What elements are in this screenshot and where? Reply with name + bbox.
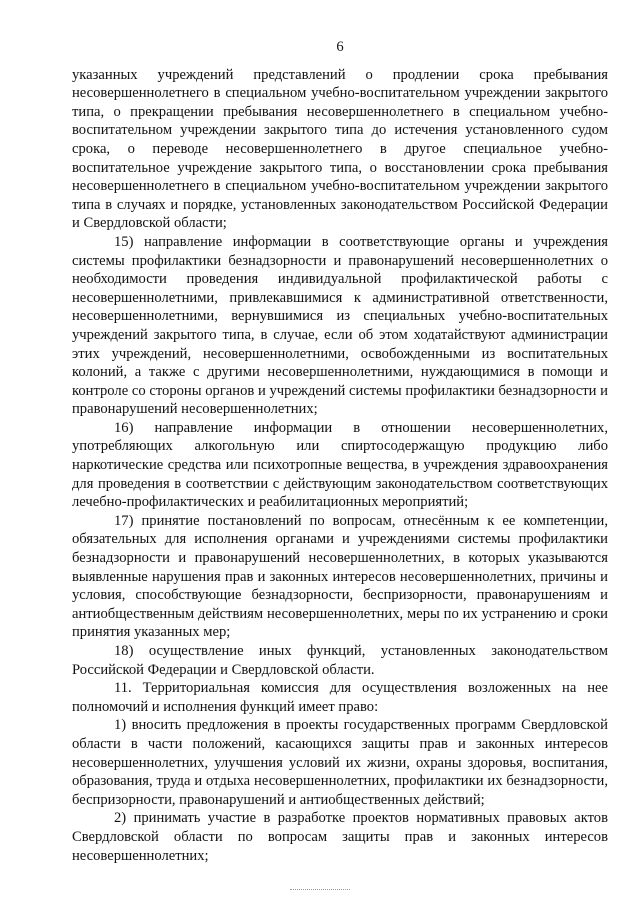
paragraph-item-17: 17) принятие постановлений по вопросам, отнесённым к ее компетенции, обязательных для исполнения органами и учреждениями системы профилактики безнадзорности и правонарушений несовершеннолетних, в которых указываются выявленные нарушения прав и законных интересов несовершеннолетних, причины и условия, способствующие безнадзорности, беспризорности, правонарушениям и антиобщественным действиям несовершеннолетних, меры по их устранению и сроки принятия указанных мер; bbox=[72, 512, 608, 641]
page-number: 6 bbox=[336, 39, 344, 55]
footer-rule bbox=[290, 889, 350, 892]
paragraph-item-16: 16) направление информации в отношении несовершеннолетних, употребляющих алкогольную или спиртосодержащую продукцию либо наркотические средства или психотропные вещества, в учреждения здравоохранения для проведения в соответствии с действующим законодательством соответствующих лечебно-профилактических и реабилитационных мероприятий; bbox=[72, 419, 608, 511]
paragraph-section-11: 11. Территориальная комиссия для осуществления возложенных на нее полномочий и исполнения функций имеет право: bbox=[72, 680, 608, 715]
paragraph-item-18: 18) осуществление иных функций, установленных законодательством Российской Федерации и Свердловской области. bbox=[72, 643, 608, 678]
paragraph-right-2: 2) принимать участие в разработке проектов нормативных правовых актов Свердловской области по вопросам защиты прав и законных интересов несовершеннолетних; bbox=[72, 810, 608, 864]
paragraph-item-15: 15) направление информации в соответствующие органы и учреждения системы профилактики безнадзорности и правонарушений несовершеннолетних о необходимости проведения индивидуальной профилактической работы с несовершеннолетними, привлекавшимися к административной ответственности, несовершеннолетними, вернувшимися из специальных учебно-воспитательных учреждений закрытого типа, в случае, если об этом ходатайствуют администрации этих учреждений, несовершеннолетними, освобожденными из воспитательных колоний, а также с другими несовершеннолетними, нуждающимися в помощи и контроле со стороны органов и учреждений системы профилактики безнадзорности и правонарушений несовершеннолетних; bbox=[72, 233, 608, 418]
paragraph-continuation: указанных учреждений представлений о продлении срока пребывания несовершеннолетнего в специальном учебно-воспитательном учреждении закрытого типа, о прекращении пребывания несовершеннолетнего в специальном учебно-воспитательном учреждении закрытого типа до истечения установленного судом срока, о переводе несовершеннолетнего в другое специальное учебно-воспитательное учреждение закрытого типа, о восстановлении срока пребывания несовершеннолетнего в специальном учебно-воспитательном учреждении закрытого типа в случаях и порядке, установленных законодательством Российской Федерации и Свердловской области; bbox=[72, 66, 608, 232]
document-page bbox=[72, 38, 608, 865]
paragraph-right-1: 1) вносить предложения в проекты государственных программ Свердловской области в части положений, касающихся защиты прав и законных интересов несовершеннолетних, улучшения условий их жизни, охраны здоровья, воспитания, образования, труда и отдыха несовершеннолетних, профилактики их безнадзорности, беспризорности, правонарушений и антиобщественных действий; bbox=[72, 717, 608, 808]
